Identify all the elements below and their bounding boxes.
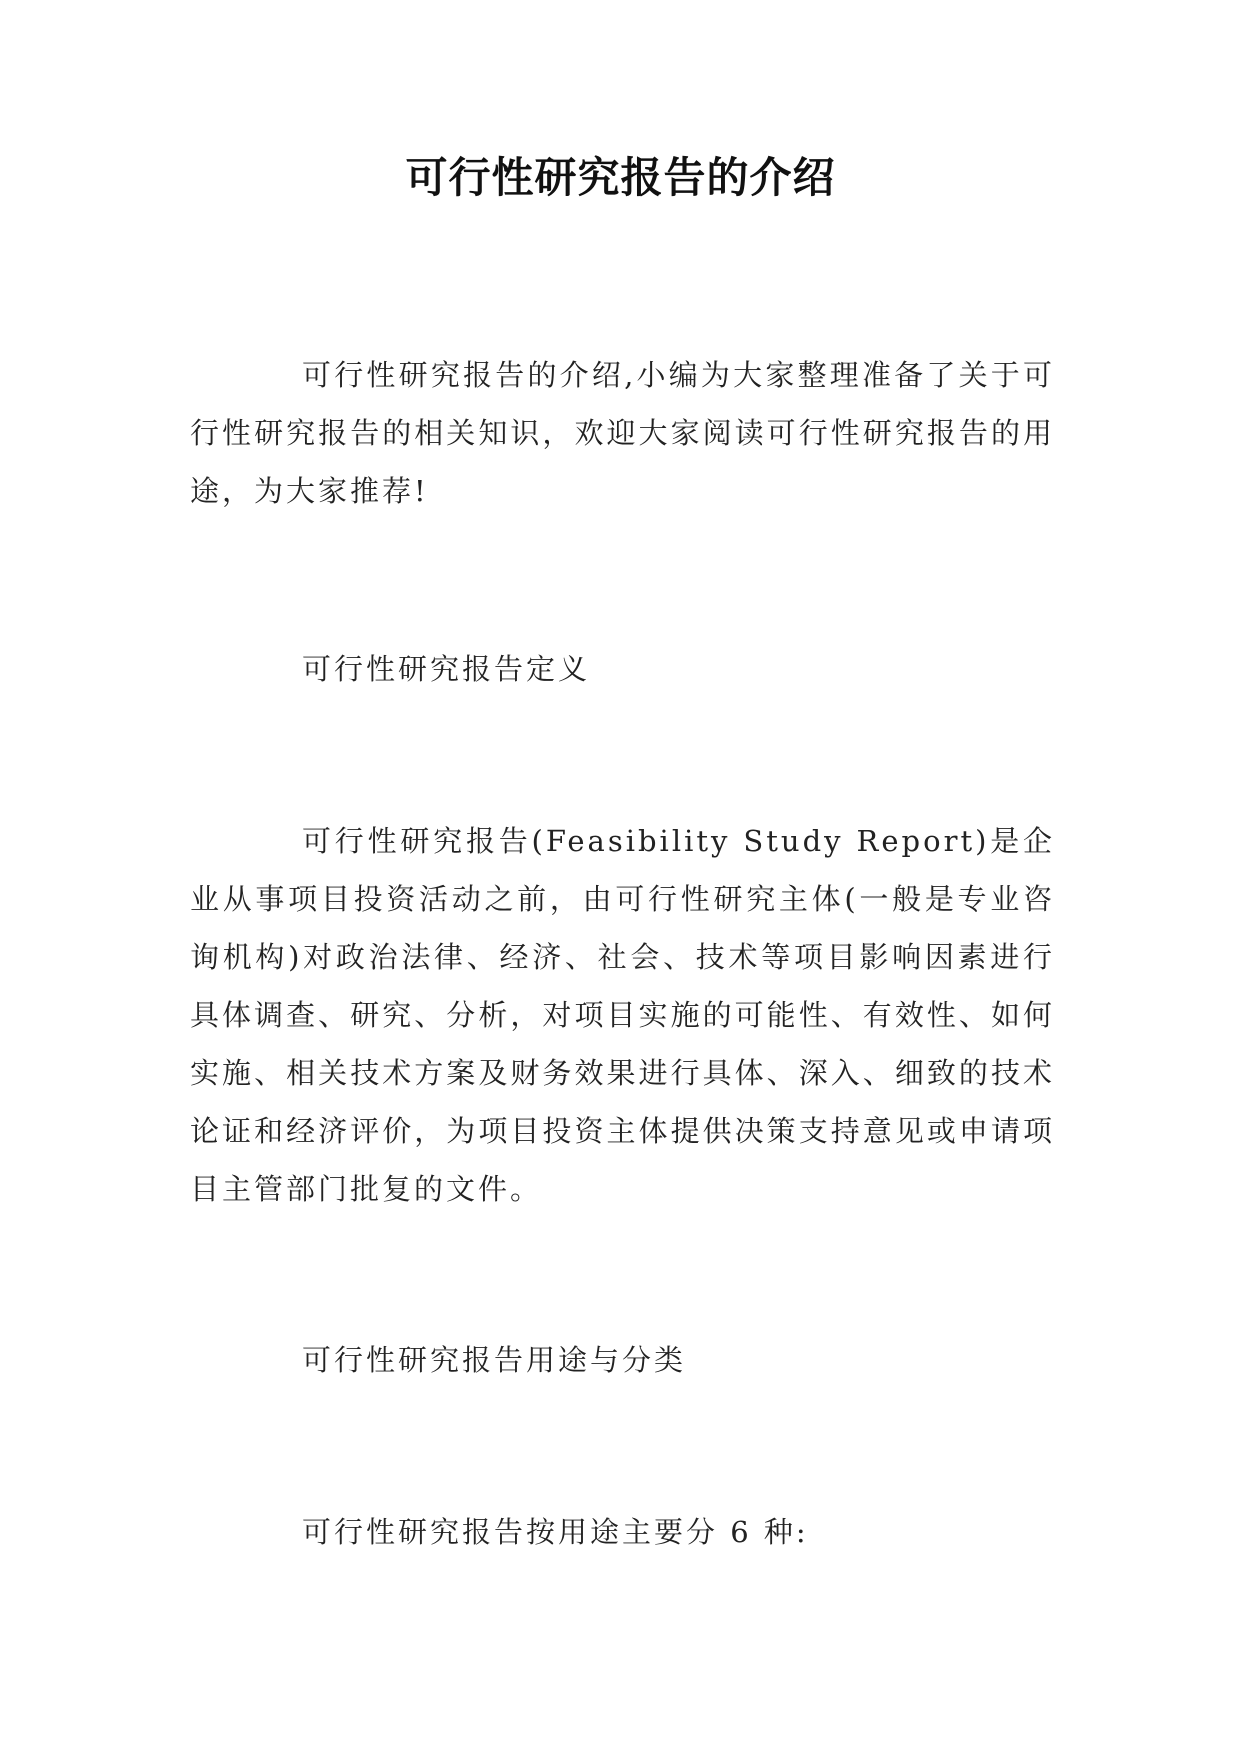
section-heading-usage: 可行性研究报告用途与分类	[302, 1343, 687, 1377]
section-heading-definition: 可行性研究报告定义	[302, 652, 591, 686]
document-title: 可行性研究报告的介绍	[405, 153, 836, 202]
intro-paragraph: 可行性研究报告的介绍,小编为大家整理准备了关于可行性研究报告的相关知识，欢迎大家阅读可行性研究报告的用途，为大家推荐!	[190, 358, 1055, 508]
definition-paragraph: 可行性研究报告(Feasibility Study Report)是企业从事项目投资活动之前，由可行性研究主体(一般是专业咨询机构)对政治法律、经济、社会、技术等项目影响因素进行具体调查、研究、分析，对项目实施的可能性、有效性、如何实施、相关技术方案及财务效果进行具体、深入、细致的技术论证和经济评价，为项目投资主体提供决策支持意见或申请项目主管部门批复的文件。	[190, 824, 1055, 1206]
usage-paragraph: 可行性研究报告按用途主要分 6 种:	[302, 1515, 809, 1549]
